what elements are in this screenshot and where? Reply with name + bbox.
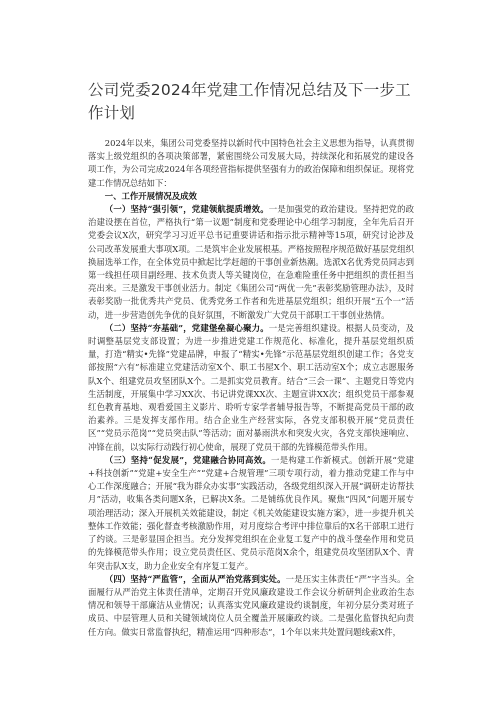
- section-1-lead: （一）坚持“强引领”，党建领航提质增效。: [104, 204, 269, 215]
- section-2-body: 一是完善组织建设。根据人员变动，及时调整基层党支部设置；为进一步推进党建工作规范化、标准化，提升基层党组织质量，打造“精实•先锋”党建品牌，申报了“精实•先锋”示范基层党组织创建工作；各党支部按照“六有”标准建立党建活动室X个、职工书屋X个、职工活动室X个；成立志愿服务队X个、组建党员攻坚团队X个。二是抓实党员教育。结合“三会一课”、主题党日等党内生活制度，开展集中学习XX次、书记讲党课XX次、主题宣讲XX次；组织党员干部参观红色教育基地、观看爱国主义影片、聆听专家学者辅导报告等，不断提高党员干部的政治素养。三是发挥支部作用。结合企业生产经营实际，各党支部积极开展“党员责任区”“党员示范岗”“党员突击队”等活动；面对暴雨洪水和突发火灾，各党支部快速响应、冲锋在前，以实际行动践行初心使命，展现了党员干部的先锋模范带头作用。: [88, 322, 415, 452]
- section-3-lead: （三）坚持“促发展”，党建融合协同高效。: [104, 454, 272, 465]
- section-2-paragraph: [88, 322, 414, 454]
- section-3-body: 一是构建工作新模式。创新开展“党建+科技创新”“党建+安全生产”“党建+合规管理”三项专项行动，着力推动党建工作与中心工作深度融合；开展“我为群众办实事”实践活动，各级党组织深入开展“调研走访帮扶月”活动，收集各类问题X条，已解决X条。二是铺练优良作风。聚焦“四风”问题开展专项治理活动；深入开展机关效能建设，制定《机关效能建设实施方案》，进一步提升机关整体工作效能；强化督查考核激励作用，对月度综合考评中排位靠后的X名干部职工进行了约谈。三是彰显国企担当。充分发挥党组织在企业复工复产中的战斗堡垒作用和党员的先锋模范带头作用；设立党员责任区、党员示范岗X余个，组建党员攻坚团队X个、青年突击队X支，助力企业安全有序复工复产。: [88, 454, 414, 571]
- section-2-lead: （二）坚持“夯基础”，党建堡垒凝心聚力。: [104, 322, 269, 333]
- section-3-paragraph: [88, 454, 414, 573]
- section-1-paragraph: [88, 203, 414, 322]
- document-title: 公司党委2024年党建工作情况总结及下一步工作计划: [88, 81, 411, 122]
- section-4-body: 一是压实主体责任“严”字当头。全面履行从严治党主体责任清单，定期召开党风廉政建设工作会议分析研判企业政治生态情况和领导干部廉洁从业情况；认真落实党风廉政建设约谈制度，年初分层分类对班子成员、中层管理人员和关键领域岗位人员全覆盖开展廉政约谈。二是强化监督执纪向责任方向。做实日常监督执纪，精准运用“四种形态”，1个年以来共处置问题线索X件，: [88, 573, 415, 637]
- section-heading: 一、工作开展情况及成效: [104, 190, 197, 201]
- section-4-lead: （四）坚持“严监管”，全面从严治党落到实处。: [104, 573, 286, 584]
- document-body: [88, 137, 414, 639]
- section-4-paragraph: [88, 573, 414, 639]
- section-1-body: 一是加强党的政治建设。坚持把党的政治建设摆在首位，严格执行“第一议题”制度和党委理论中心组学习制度，全年先后召开党委会议X次，研究学习习近平总书记重要讲话和指示批示精神等15项，研究讨论涉及公司改革发展重大事项X项。二是筑牢企业发展根基。严格按照程序规范做好基层党组织换届选举工作，在全体党员中掀起比学赶超的干事创业新热潮。选派X名优秀党员同志到第一线担任项目副经理、技术负责人等关键岗位，在急难险重任务中把组织的责任担当亮出来。三是激发干事创业活力。制定《集团公司“两优一先”表彰奖励管理办法》，及时表彰奖励一批优秀共产党员、优秀党务工作者和先进基层党组织；组织开展“五个一”活动，进一步营造创先争优的良好氛围，不断激发广大党员干部职工干事创业热情。: [88, 204, 415, 320]
- intro-paragraph: 2024年以来，集团公司党委坚持以新时代中国特色社会主义思想为指导，认真贯彻落实上级党组织的各项决策部署，紧密围绕公司发展大局，持续深化和拓展党的建设各项工作，为公司完成2024年各项经营指标提供坚强有力的政治保障和组织保证。现将党建工作情况总结如下：: [88, 138, 414, 188]
